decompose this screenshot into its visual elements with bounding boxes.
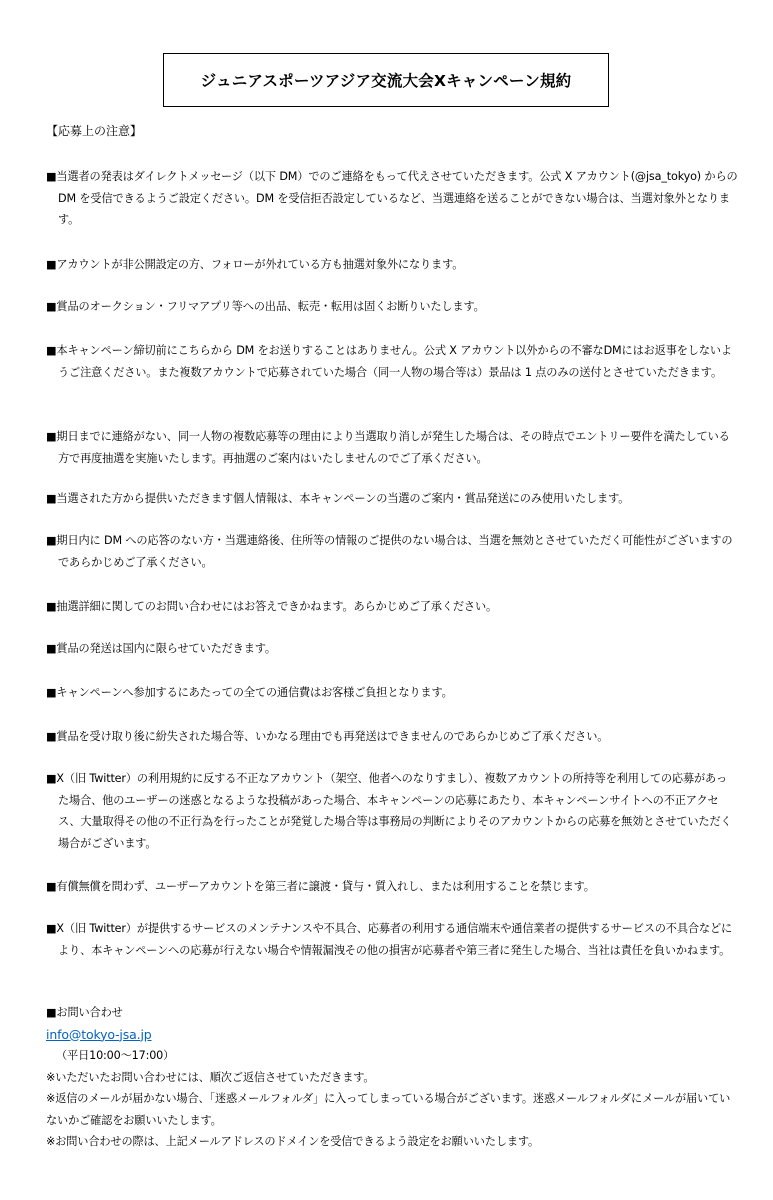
contact-hours: （平日10:00～17:00） [56, 1049, 175, 1062]
section-heading: 【応募上の注意】 [46, 124, 143, 138]
title-box [163, 53, 609, 107]
notice-item [46, 296, 738, 318]
contact-section [46, 1002, 738, 1153]
notice-item [46, 876, 738, 898]
notice-item-text: ■当選者の発表はダイレクトメッセージ（以下 DM）でのご連絡をもって代えさせていただきます。公式 X アカウント(@jsa_tokyo) からの DM を受信できるようご設定ください。DM を受信拒否設定しているなど、当選連絡を送ることができない場合は、当選対象外となります。 [46, 170, 738, 226]
notice-item-text: ■期日までに連絡がない、同一人物の複数応募等の理由により当選取り消しが発生した場合は、その時点でエントリー要件を満たしている方で再度抽選を実施いたします。再抽選のご案内はいたしませんのでご了承ください。 [46, 430, 730, 465]
contact-note: ※返信のメールが届かない場合、「迷惑メールフォルダ」に入ってしまっている場合がございます。迷惑メールフォルダにメールが届いていないかご確認をお願いいたします。 [46, 1092, 731, 1127]
notice-item [46, 254, 738, 276]
notice-item [46, 488, 738, 510]
contact-heading: ■お問い合わせ [46, 1006, 123, 1019]
notice-item [46, 530, 738, 573]
notice-item-text: ■当選された方から提供いただきます個人情報は、本キャンペーンの当選のご案内・賞品発送にのみ使用いたします。 [46, 492, 630, 505]
notice-item-text: ■賞品のオークション・フリマアプリ等への出品、転売・転用は固くお断りいたします。 [46, 300, 485, 313]
contact-note: ※お問い合わせの際は、上記メールアドレスのドメインを受信できるよう設定をお願いいたします。 [46, 1135, 540, 1148]
notice-item [46, 166, 738, 231]
notice-item-text: ■期日内に DM への応答のない方・当選連絡後、住所等の情報のご提供のない場合は、当選を無効とさせていただく可能性がございますのであらかじめご了承ください。 [46, 534, 733, 569]
contact-email-link[interactable]: info@tokyo-jsa.jp [46, 1026, 152, 1042]
notice-item [46, 918, 738, 961]
notice-item [46, 426, 738, 469]
notice-item [46, 638, 738, 660]
notice-item [46, 768, 738, 854]
contact-note: ※いただいたお問い合わせには、順次ご返信させていただきます。 [46, 1070, 375, 1084]
notice-item [46, 726, 738, 748]
notice-item-text: ■アカウントが非公開設定の方、フォローが外れている方も抽選対象外になります。 [46, 258, 464, 271]
notice-item [46, 596, 738, 618]
document-title: ジュニアスポーツアジア交流大会Xキャンペーン規約 [200, 72, 572, 90]
notice-item-text: ■賞品の発送は国内に限らせていただきます。 [46, 642, 276, 655]
notice-item-text: ■賞品を受け取り後に紛失された場合等、いかなる理由でも再発送はできませんのであらかじめご了承ください。 [46, 730, 609, 743]
notice-item-text: ■X（旧 Twitter）の利用規約に反する不正なアカウント（架空、他者へのなりすまし）、複数アカウントの所持等を利用しての応募があった場合、他のユーザーの迷惑となるような投稿があった場合、本キャンペーンの応募にあたり、本キャンペーンサイトへの不正アクセス、大量取得その他の不正行為を行ったことが発覚した場合等は事務局の判断によりそのアカウントからの応募を無効とさせていただく場合がございます。 [46, 772, 732, 850]
notice-item-text: ■抽選詳細に関してのお問い合わせにはお答えできかねます。あらかじめご了承ください。 [46, 600, 498, 613]
notice-item-text: ■キャンペーンへ参加するにあたっての全ての通信費はお客様ご負担となります。 [46, 686, 453, 699]
notice-item [46, 340, 738, 383]
notice-item-text: ■X（旧 Twitter）が提供するサービスのメンテナンスや不具合、応募者の利用する通信端末や通信業者の提供するサービスの不具合などにより、本キャンペーンへの応募が行えない場合や情報漏洩その他の損害が応募者や第三者に発生した場合、当社は責任を負いかねます。 [46, 922, 733, 957]
notice-item-text: ■有償無償を問わず、ユーザーアカウントを第三者に譲渡・貸与・質入れし、または利用することを禁じます。 [46, 880, 595, 893]
notice-item [46, 682, 738, 704]
notice-item-text: ■本キャンペーン締切前にこちらから DM をお送りすることはありません。公式 X アカウント以外からの不審なDMにはお返事をしないようご注意ください。また複数アカウントで応募されていた場合（同一人物の場合等は）景品は 1 点のみの送付とさせていただきます。 [46, 344, 732, 379]
